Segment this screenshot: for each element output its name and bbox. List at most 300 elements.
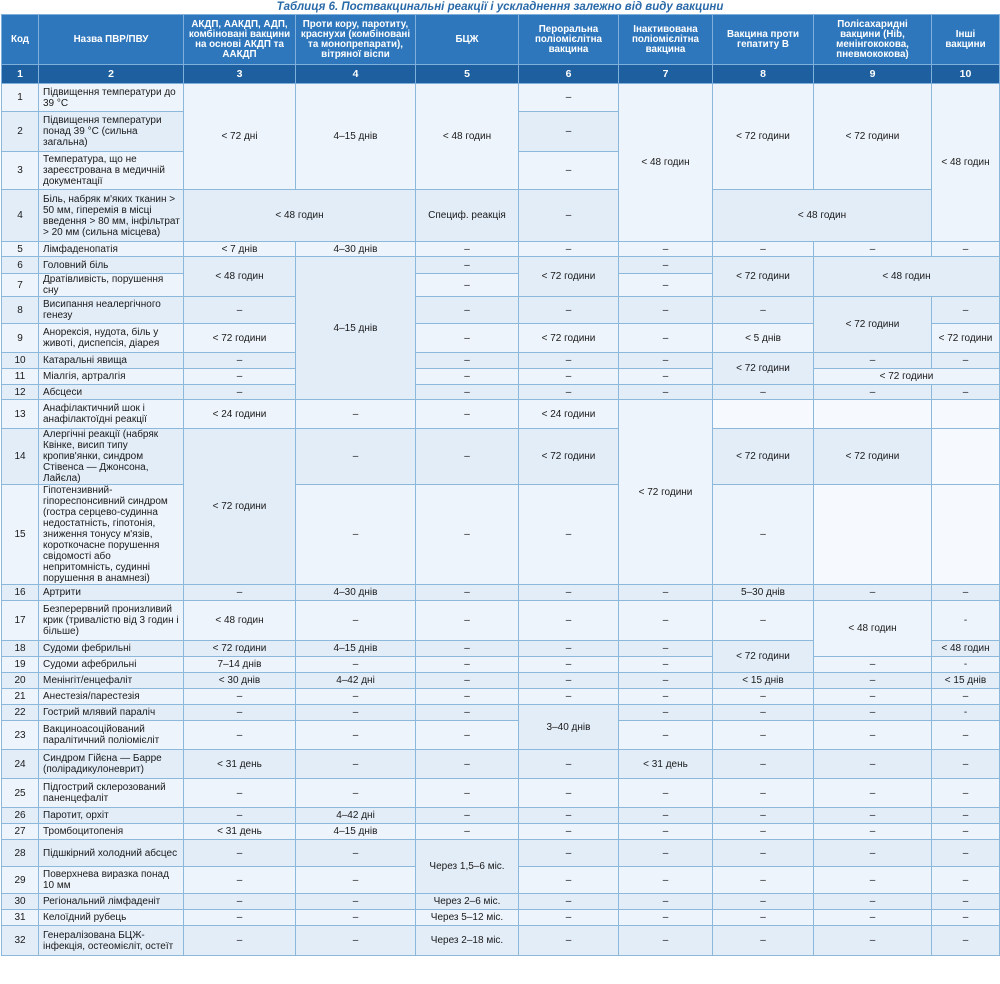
table-row bbox=[2, 485, 1000, 585]
table-row bbox=[2, 926, 1000, 956]
cell-value: – bbox=[619, 910, 713, 926]
header-cell: Інактивована поліомієлітна вакцина bbox=[619, 15, 713, 65]
cell-value: – bbox=[184, 585, 296, 601]
row-code: 4 bbox=[2, 190, 39, 242]
cell-value: – bbox=[519, 750, 619, 779]
cell-value: – bbox=[619, 894, 713, 910]
cell-value: – bbox=[296, 485, 416, 585]
cell-value: – bbox=[619, 353, 713, 369]
cell-value: < 72 години bbox=[519, 324, 619, 353]
row-code: 29 bbox=[2, 867, 39, 894]
row-code: 30 bbox=[2, 894, 39, 910]
table-row bbox=[2, 585, 1000, 601]
row-name: Головний біль bbox=[39, 257, 184, 274]
cell-value: 7–14 днів bbox=[184, 657, 296, 673]
row-code: 1 bbox=[2, 84, 39, 112]
table-row bbox=[2, 190, 1000, 242]
table-row bbox=[2, 673, 1000, 689]
cell-value: Специф. реакція bbox=[416, 190, 519, 242]
cell-value: < 72 години bbox=[814, 297, 932, 353]
table-row bbox=[2, 257, 1000, 274]
cell-value: < 48 годин bbox=[184, 601, 296, 641]
cell-value: – bbox=[713, 750, 814, 779]
column-number: 9 bbox=[814, 65, 932, 84]
column-number: 3 bbox=[184, 65, 296, 84]
cell-value: – bbox=[519, 585, 619, 601]
cell-value: < 31 день bbox=[184, 824, 296, 840]
row-code: 23 bbox=[2, 721, 39, 750]
cell-value: – bbox=[184, 894, 296, 910]
row-name: Підгострий склерозований паненцефаліт bbox=[39, 779, 184, 808]
cell-value: – bbox=[184, 840, 296, 867]
cell-value: < 48 годин bbox=[184, 257, 296, 297]
cell-value: < 15 днів bbox=[713, 673, 814, 689]
cell-value: – bbox=[932, 585, 1000, 601]
cell-value: – bbox=[184, 721, 296, 750]
cell-value: – bbox=[519, 369, 619, 385]
row-code: 28 bbox=[2, 840, 39, 867]
cell-value: – bbox=[713, 894, 814, 910]
cell-value: 4–30 днів bbox=[296, 585, 416, 601]
row-name: Регіональний лімфаденіт bbox=[39, 894, 184, 910]
cell-value: – bbox=[932, 385, 1000, 400]
cell-value: – bbox=[416, 242, 519, 257]
row-name: Безперервний пронизливий крик (тривалістю від 3 годин і більше) bbox=[39, 601, 184, 641]
cell-value: – bbox=[519, 385, 619, 400]
column-number: 8 bbox=[713, 65, 814, 84]
row-code: 27 bbox=[2, 824, 39, 840]
row-code: 22 bbox=[2, 705, 39, 721]
cell-value: – bbox=[416, 824, 519, 840]
cell-value: – bbox=[296, 705, 416, 721]
cell-value: < 48 годин bbox=[184, 190, 416, 242]
cell-value: – bbox=[296, 750, 416, 779]
column-number: 6 bbox=[519, 65, 619, 84]
cell-value: Через 1,5–6 міс. bbox=[416, 840, 519, 894]
cell-value: Через 2–6 міс. bbox=[416, 894, 519, 910]
cell-value: < 48 годин bbox=[713, 190, 932, 242]
cell-value: – bbox=[619, 689, 713, 705]
cell-value: – bbox=[184, 926, 296, 956]
header-cell: Інші вакцини bbox=[932, 15, 1000, 65]
cell-value: – bbox=[519, 353, 619, 369]
cell-value: – bbox=[184, 297, 296, 324]
cell-value: < 48 годин bbox=[619, 84, 713, 242]
cell-value: – bbox=[416, 779, 519, 808]
cell-value: – bbox=[619, 385, 713, 400]
row-code: 9 bbox=[2, 324, 39, 353]
table-row bbox=[2, 400, 1000, 429]
row-name: Висипання неалергічного генезу bbox=[39, 297, 184, 324]
cell-value: – bbox=[416, 353, 519, 369]
cell-value: – bbox=[713, 485, 814, 585]
cell-value: – bbox=[296, 926, 416, 956]
cell-value: – bbox=[713, 297, 814, 324]
table-row bbox=[2, 824, 1000, 840]
cell-value: < 48 годин bbox=[932, 84, 1000, 242]
table-row bbox=[2, 894, 1000, 910]
cell-value: – bbox=[619, 585, 713, 601]
table-row bbox=[2, 601, 1000, 641]
cell-value: – bbox=[519, 601, 619, 641]
cell-value: – bbox=[416, 369, 519, 385]
cell-value: – bbox=[619, 673, 713, 689]
cell-value: – bbox=[519, 190, 619, 242]
cell-value: < 48 годин bbox=[814, 257, 1000, 297]
cell-value: 4–15 днів bbox=[296, 641, 416, 657]
cell-value: – bbox=[932, 721, 1000, 750]
cell-value: – bbox=[932, 297, 1000, 324]
cell-value: – bbox=[932, 808, 1000, 824]
cell-value: – bbox=[619, 297, 713, 324]
cell-value: – bbox=[184, 689, 296, 705]
cell-value bbox=[932, 400, 1000, 429]
cell-value: – bbox=[814, 808, 932, 824]
cell-value: – bbox=[184, 779, 296, 808]
row-name: Алергічні реакції (набряк Квінке, висип типу кропив'янки, синдром Стівенса — Джонсона, Лайєла) bbox=[39, 429, 184, 485]
cell-value: – bbox=[296, 840, 416, 867]
cell-value: Через 2–18 міс. bbox=[416, 926, 519, 956]
cell-value: – bbox=[296, 429, 416, 485]
cell-value: – bbox=[814, 840, 932, 867]
cell-value: < 24 години bbox=[519, 400, 619, 429]
cell-value: – bbox=[932, 910, 1000, 926]
row-name: Вакциноасоційований паралітичний поліомієліт bbox=[39, 721, 184, 750]
cell-value: – bbox=[814, 705, 932, 721]
cell-value: – bbox=[619, 705, 713, 721]
cell-value: – bbox=[519, 689, 619, 705]
row-code: 13 bbox=[2, 400, 39, 429]
cell-value bbox=[814, 485, 932, 585]
cell-value: – bbox=[296, 894, 416, 910]
table-row bbox=[2, 840, 1000, 867]
row-name: Келоїдний рубець bbox=[39, 910, 184, 926]
table-row bbox=[2, 721, 1000, 750]
row-code: 18 bbox=[2, 641, 39, 657]
row-name: Анестезія/парестезія bbox=[39, 689, 184, 705]
cell-value: – bbox=[519, 808, 619, 824]
row-name: Підвищення температури понад 39 °С (сильна загальна) bbox=[39, 112, 184, 152]
cell-value: 4–42 дні bbox=[296, 673, 416, 689]
cell-value: – bbox=[932, 242, 1000, 257]
cell-value: < 7 днів bbox=[184, 242, 296, 257]
row-code: 20 bbox=[2, 673, 39, 689]
column-number: 5 bbox=[416, 65, 519, 84]
row-code: 14 bbox=[2, 429, 39, 485]
row-name: Синдром Гійєна — Барре (полірадикулоневрит) bbox=[39, 750, 184, 779]
cell-value: < 72 години bbox=[814, 369, 1000, 385]
cell-value: < 72 години bbox=[184, 324, 296, 353]
cell-value: – bbox=[814, 585, 932, 601]
cell-value: - bbox=[932, 705, 1000, 721]
cell-value bbox=[932, 429, 1000, 485]
cell-value: – bbox=[713, 808, 814, 824]
cell-value: – bbox=[519, 641, 619, 657]
row-code: 17 bbox=[2, 601, 39, 641]
cell-value: – bbox=[416, 705, 519, 721]
cell-value: – bbox=[416, 324, 519, 353]
row-code: 15 bbox=[2, 485, 39, 585]
cell-value: 4–15 днів bbox=[296, 84, 416, 190]
table-row bbox=[2, 84, 1000, 112]
cell-value: – bbox=[296, 601, 416, 641]
vaccine-reactions-table bbox=[1, 14, 1000, 956]
row-name: Поверхнева виразка понад 10 мм bbox=[39, 867, 184, 894]
cell-value: – bbox=[296, 689, 416, 705]
cell-value: – bbox=[416, 400, 519, 429]
cell-value: – bbox=[814, 385, 932, 400]
column-number: 4 bbox=[296, 65, 416, 84]
cell-value: – bbox=[416, 721, 519, 750]
cell-value: < 48 годин bbox=[932, 641, 1000, 657]
row-code: 32 bbox=[2, 926, 39, 956]
cell-value: < 72 години bbox=[814, 84, 932, 190]
cell-value: – bbox=[416, 274, 519, 297]
row-code: 2 bbox=[2, 112, 39, 152]
header-cell: БЦЖ bbox=[416, 15, 519, 65]
row-name: Судоми фебрильні bbox=[39, 641, 184, 657]
cell-value: < 72 години bbox=[184, 641, 296, 657]
header-cell: Пероральна поліомієлітна вакцина bbox=[519, 15, 619, 65]
row-code: 3 bbox=[2, 152, 39, 190]
column-number: 1 bbox=[2, 65, 39, 84]
cell-value: 4–30 днів bbox=[296, 242, 416, 257]
cell-value: – bbox=[932, 353, 1000, 369]
cell-value: < 72 години bbox=[619, 400, 713, 585]
table-row bbox=[2, 705, 1000, 721]
cell-value: – bbox=[619, 867, 713, 894]
cell-value: – bbox=[814, 926, 932, 956]
cell-value bbox=[713, 400, 814, 429]
cell-value: – bbox=[519, 894, 619, 910]
row-name: Гіпотензивний-гіпореспонсивний синдром (гостра серцево-судинна недостатність, гіпотонія, зниження тонусу м'язів, короткочасне порушення свідомості або непритомність, судинні порушення в анамнезі) bbox=[39, 485, 184, 585]
row-name: Судоми афебрильні bbox=[39, 657, 184, 673]
cell-value: – bbox=[619, 657, 713, 673]
cell-value: – bbox=[519, 910, 619, 926]
cell-value: – bbox=[713, 705, 814, 721]
cell-value: – bbox=[713, 840, 814, 867]
cell-value: – bbox=[713, 689, 814, 705]
cell-value bbox=[814, 400, 932, 429]
table-row bbox=[2, 750, 1000, 779]
cell-value: – bbox=[619, 274, 713, 297]
table-row bbox=[2, 297, 1000, 324]
cell-value: – bbox=[619, 808, 713, 824]
cell-value: – bbox=[619, 257, 713, 274]
cell-value: – bbox=[619, 926, 713, 956]
header-cell: Проти кору, паротиту, краснухи (комбіновані та монопрепарати), вітряної віспи bbox=[296, 15, 416, 65]
cell-value: – bbox=[184, 910, 296, 926]
row-name: Анафілактичний шок і анафілактоїдні реакції bbox=[39, 400, 184, 429]
cell-value: – bbox=[416, 641, 519, 657]
cell-value: – bbox=[814, 750, 932, 779]
row-code: 24 bbox=[2, 750, 39, 779]
cell-value: 3–40 днів bbox=[519, 705, 619, 750]
row-code: 16 bbox=[2, 585, 39, 601]
cell-value: – bbox=[184, 808, 296, 824]
cell-value: – bbox=[416, 689, 519, 705]
cell-value: - bbox=[932, 657, 1000, 673]
cell-value: – bbox=[519, 657, 619, 673]
cell-value: – bbox=[619, 324, 713, 353]
row-name: Міалгія, артралгія bbox=[39, 369, 184, 385]
row-name: Гострий млявий параліч bbox=[39, 705, 184, 721]
row-name: Абсцеси bbox=[39, 385, 184, 400]
row-code: 11 bbox=[2, 369, 39, 385]
cell-value: – bbox=[416, 485, 519, 585]
row-code: 21 bbox=[2, 689, 39, 705]
table-row bbox=[2, 242, 1000, 257]
cell-value: – bbox=[519, 779, 619, 808]
cell-value: – bbox=[932, 779, 1000, 808]
cell-value: < 72 години bbox=[184, 429, 296, 585]
row-name: Артрити bbox=[39, 585, 184, 601]
cell-value: < 5 днів bbox=[713, 324, 814, 353]
row-name: Дратівливість, порушення сну bbox=[39, 274, 184, 297]
cell-value: – bbox=[619, 721, 713, 750]
row-code: 31 bbox=[2, 910, 39, 926]
cell-value: < 24 години bbox=[184, 400, 296, 429]
cell-value: – bbox=[619, 840, 713, 867]
cell-value: – bbox=[519, 112, 619, 152]
cell-value: – bbox=[932, 689, 1000, 705]
cell-value: – bbox=[519, 152, 619, 190]
table-row bbox=[2, 779, 1000, 808]
header-cell: Полісахаридні вакцини (Hib, менінгококова, пневмококова) bbox=[814, 15, 932, 65]
cell-value: < 72 години bbox=[814, 429, 932, 485]
cell-value: Через 5–12 міс. bbox=[416, 910, 519, 926]
row-code: 25 bbox=[2, 779, 39, 808]
column-number: 7 bbox=[619, 65, 713, 84]
cell-value: – bbox=[932, 840, 1000, 867]
row-name: Менінгіт/енцефаліт bbox=[39, 673, 184, 689]
row-code: 19 bbox=[2, 657, 39, 673]
cell-value: < 31 день bbox=[184, 750, 296, 779]
cell-value: 4–42 дні bbox=[296, 808, 416, 824]
cell-value: – bbox=[416, 585, 519, 601]
cell-value: – bbox=[814, 242, 932, 257]
row-name: Температура, що не зареєстрована в медичній документації bbox=[39, 152, 184, 190]
cell-value: – bbox=[619, 601, 713, 641]
cell-value: – bbox=[416, 385, 519, 400]
cell-value: – bbox=[416, 297, 519, 324]
cell-value: – bbox=[519, 297, 619, 324]
cell-value: – bbox=[416, 673, 519, 689]
header-row bbox=[2, 15, 1000, 65]
cell-value: – bbox=[713, 926, 814, 956]
cell-value: – bbox=[713, 779, 814, 808]
header-cell: Назва ПВР/ПВУ bbox=[39, 15, 184, 65]
cell-value: – bbox=[814, 779, 932, 808]
cell-value: – bbox=[519, 824, 619, 840]
cell-value: – bbox=[416, 601, 519, 641]
row-name: Підшкірний холодний абсцес bbox=[39, 840, 184, 867]
cell-value: – bbox=[296, 400, 416, 429]
cell-value: – bbox=[184, 385, 296, 400]
cell-value: < 72 години bbox=[519, 429, 619, 485]
cell-value: – bbox=[619, 779, 713, 808]
cell-value: – bbox=[713, 242, 814, 257]
column-number-row bbox=[2, 65, 1000, 84]
row-code: 7 bbox=[2, 274, 39, 297]
cell-value: < 48 годин bbox=[416, 84, 519, 190]
column-number: 10 bbox=[932, 65, 1000, 84]
cell-value: – bbox=[296, 867, 416, 894]
cell-value: – bbox=[713, 721, 814, 750]
table-row bbox=[2, 808, 1000, 824]
cell-value: – bbox=[814, 910, 932, 926]
cell-value: – bbox=[713, 824, 814, 840]
row-code: 26 bbox=[2, 808, 39, 824]
cell-value: – bbox=[416, 657, 519, 673]
row-code: 6 bbox=[2, 257, 39, 274]
row-name: Біль, набряк м'яких тканин > 50 мм, гіперемія в місці введення > 80 мм, інфільтрат > 20 мм (сильна місцева) bbox=[39, 190, 184, 242]
cell-value: - bbox=[932, 601, 1000, 641]
cell-value: – bbox=[296, 779, 416, 808]
table-row bbox=[2, 369, 1000, 385]
cell-value: – bbox=[296, 657, 416, 673]
cell-value: – bbox=[619, 641, 713, 657]
row-name: Підвищення температури до 39 °С bbox=[39, 84, 184, 112]
cell-value: – bbox=[184, 705, 296, 721]
table-row bbox=[2, 910, 1000, 926]
cell-value: – bbox=[713, 867, 814, 894]
cell-value: < 72 години bbox=[713, 429, 814, 485]
cell-value: – bbox=[814, 867, 932, 894]
row-name: Генералізована БЦЖ-інфекція, остеомієліт, остеїт bbox=[39, 926, 184, 956]
header-cell: Вакцина проти гепатиту В bbox=[713, 15, 814, 65]
table-row bbox=[2, 353, 1000, 369]
cell-value: – bbox=[814, 353, 932, 369]
cell-value: < 72 години bbox=[713, 84, 814, 190]
cell-value: 4–15 днів bbox=[296, 257, 416, 400]
table-row bbox=[2, 657, 1000, 673]
cell-value bbox=[932, 485, 1000, 585]
cell-value: – bbox=[296, 910, 416, 926]
cell-value: – bbox=[416, 750, 519, 779]
cell-value: < 72 години bbox=[713, 353, 814, 385]
cell-value: – bbox=[519, 673, 619, 689]
cell-value: – bbox=[619, 242, 713, 257]
header-cell: Код bbox=[2, 15, 39, 65]
cell-value: – bbox=[814, 673, 932, 689]
row-name: Паротит, орхіт bbox=[39, 808, 184, 824]
cell-value: < 31 день bbox=[619, 750, 713, 779]
row-name: Катаральні явища bbox=[39, 353, 184, 369]
row-name: Лімфаденопатія bbox=[39, 242, 184, 257]
cell-value: – bbox=[184, 369, 296, 385]
cell-value: < 15 днів bbox=[932, 673, 1000, 689]
cell-value: < 72 години bbox=[519, 257, 619, 297]
cell-value: – bbox=[296, 721, 416, 750]
row-code: 8 bbox=[2, 297, 39, 324]
table-row bbox=[2, 429, 1000, 485]
cell-value: – bbox=[932, 750, 1000, 779]
cell-value: – bbox=[814, 894, 932, 910]
cell-value: – bbox=[713, 910, 814, 926]
cell-value: – bbox=[184, 353, 296, 369]
cell-value: – bbox=[519, 485, 619, 585]
cell-value: < 72 години bbox=[713, 641, 814, 673]
cell-value: – bbox=[416, 808, 519, 824]
table-row bbox=[2, 385, 1000, 400]
cell-value: – bbox=[619, 369, 713, 385]
cell-value: < 72 години bbox=[932, 324, 1000, 353]
cell-value: – bbox=[416, 429, 519, 485]
row-code: 12 bbox=[2, 385, 39, 400]
cell-value: – bbox=[814, 824, 932, 840]
header-cell: АКДП, ААКДП, АДП, комбіновані вакцини на основі АКДП та ААКДП bbox=[184, 15, 296, 65]
